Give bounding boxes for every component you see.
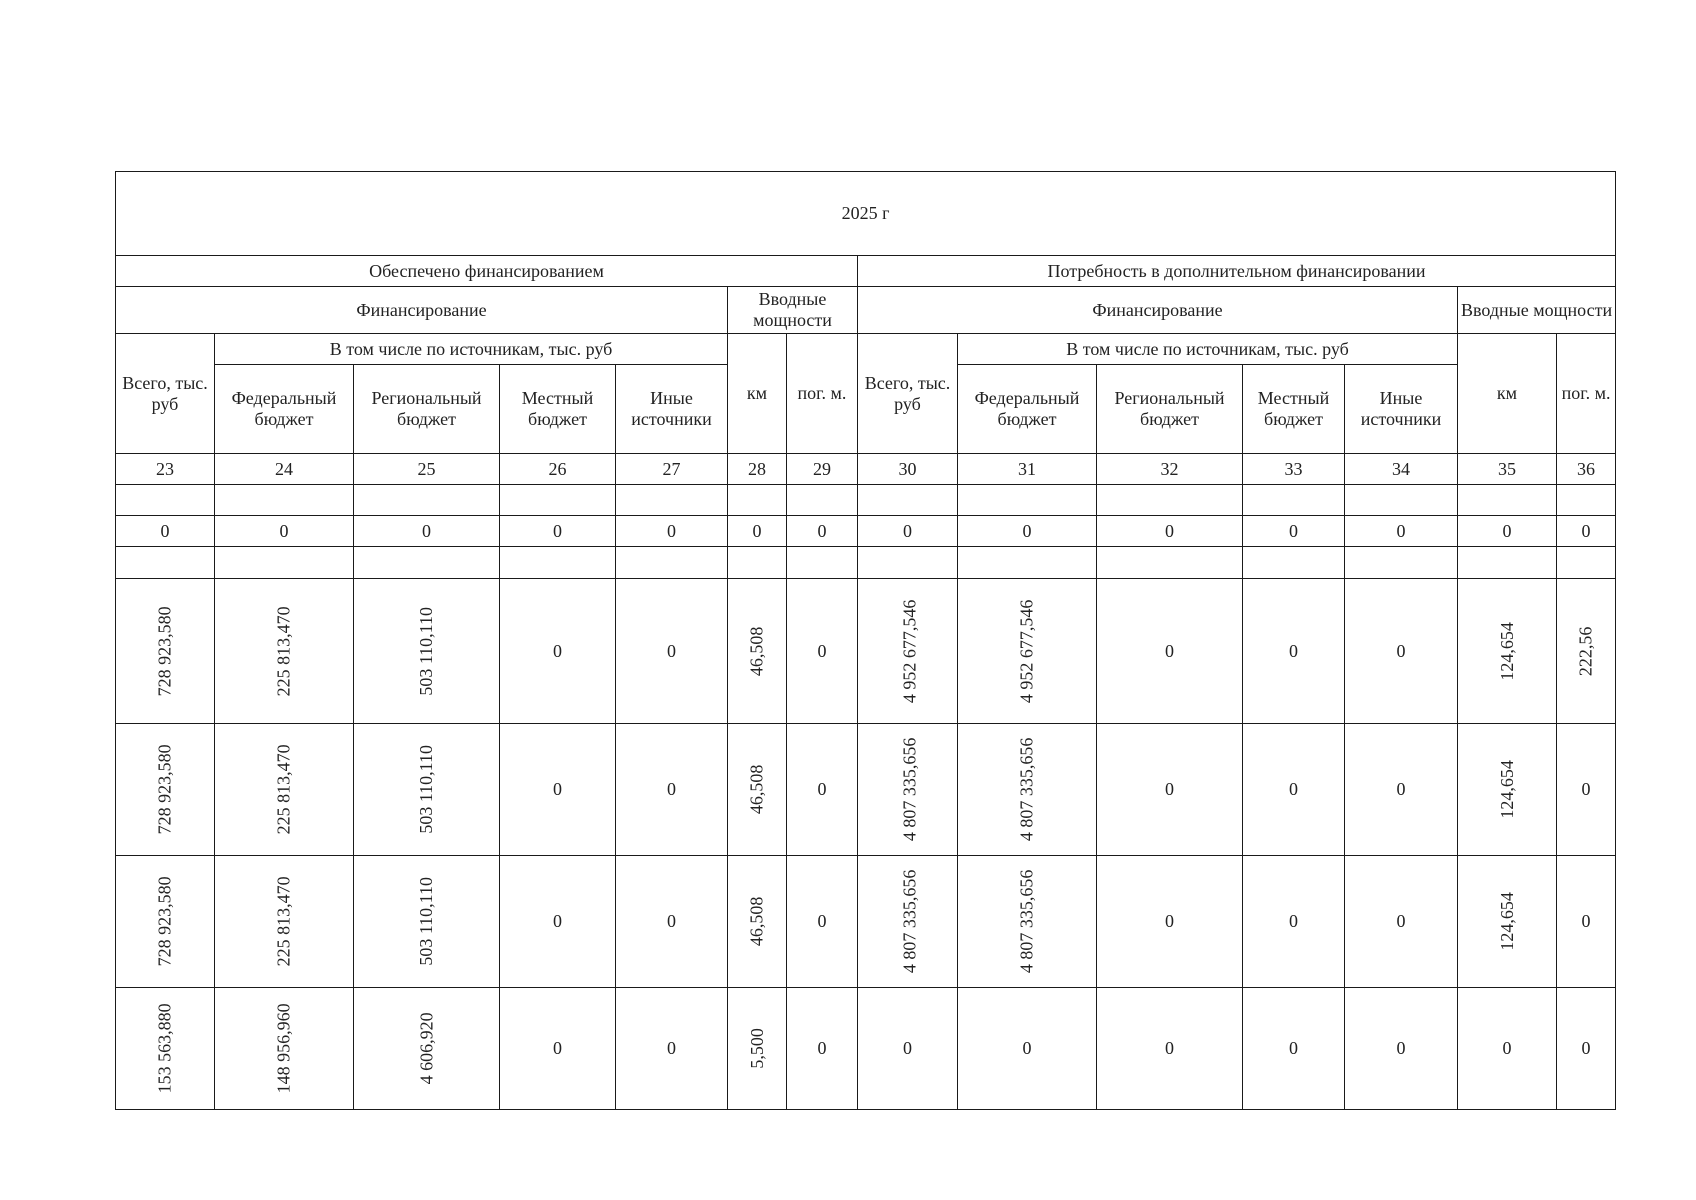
table-cell <box>500 516 616 547</box>
table-cell <box>215 988 354 1110</box>
table-row <box>116 856 1616 988</box>
table-cell <box>215 516 354 547</box>
table-cell <box>354 547 500 579</box>
cell-value: 0 <box>422 520 431 541</box>
column-number: 30 <box>858 454 958 485</box>
table-cell <box>1097 856 1243 988</box>
table-cell <box>787 988 858 1110</box>
cell-value: 0 <box>553 779 562 800</box>
table-cell <box>116 516 215 547</box>
table-row <box>116 724 1616 856</box>
table-cell <box>1458 516 1557 547</box>
table-cell <box>1243 856 1345 988</box>
table-cell <box>354 988 500 1110</box>
table-cell <box>116 724 215 856</box>
table-cell <box>728 579 787 724</box>
table-cell <box>728 516 787 547</box>
capacity-header: Вводные мощности <box>1458 287 1616 334</box>
table-cell <box>500 856 616 988</box>
cell-value: 728 923,580 <box>154 876 175 967</box>
table-cell <box>500 579 616 724</box>
cell-value: 0 <box>817 520 827 541</box>
column-number: 28 <box>728 454 787 485</box>
cell-value: 0 <box>1289 520 1298 541</box>
cell-value: 0 <box>1581 911 1591 932</box>
cell-value: 0 <box>1165 520 1174 541</box>
cell-value: 0 <box>1396 520 1406 541</box>
cell-value: 0 <box>1289 911 1298 932</box>
cell-value: 4 952 677,546 <box>1016 599 1037 703</box>
table-cell <box>116 988 215 1110</box>
cell-value: 0 <box>903 520 912 541</box>
cell-value: 46,508 <box>746 626 767 676</box>
table-cell <box>728 485 787 516</box>
column-header-federal: Федеральный бюджет <box>215 365 354 454</box>
capacity-header: Вводные мощности <box>728 287 858 334</box>
column-number: 33 <box>1243 454 1345 485</box>
table-cell <box>215 724 354 856</box>
table-cell <box>500 485 616 516</box>
table-cell <box>1557 724 1616 856</box>
column-header-local: Местный бюджет <box>1243 365 1345 454</box>
cell-value: 0 <box>817 911 827 932</box>
cell-value: 0 <box>1396 911 1406 932</box>
column-header-regional: Региональный бюджет <box>1097 365 1243 454</box>
cell-value: 0 <box>279 520 289 541</box>
table-cell <box>1458 724 1557 856</box>
cell-value: 222,56 <box>1575 626 1596 676</box>
cell-value: 124,654 <box>1496 760 1517 819</box>
table-cell <box>1458 988 1557 1110</box>
cell-value: 4 606,920 <box>416 1012 437 1085</box>
table-cell <box>500 988 616 1110</box>
cell-value: 0 <box>1289 779 1298 800</box>
cell-value: 0 <box>1022 520 1032 541</box>
table-cell <box>1557 516 1616 547</box>
table-cell <box>616 856 728 988</box>
table-row <box>116 516 1616 547</box>
cell-value: 4 807 335,656 <box>1016 869 1037 974</box>
cell-value: 0 <box>817 779 827 800</box>
column-number: 29 <box>787 454 858 485</box>
column-number: 24 <box>215 454 354 485</box>
column-number: 26 <box>500 454 616 485</box>
column-header-km: км <box>728 334 787 454</box>
table-cell <box>1345 485 1458 516</box>
table-row <box>116 485 1616 516</box>
table-cell <box>787 516 858 547</box>
table-cell <box>1243 579 1345 724</box>
table-cell <box>500 724 616 856</box>
cell-value: 0 <box>553 640 562 661</box>
cell-value: 0 <box>553 911 562 932</box>
column-number: 36 <box>1557 454 1616 485</box>
cell-value: 124,654 <box>1496 892 1517 951</box>
column-header-pog-m: пог. м. <box>1557 334 1616 454</box>
table-cell <box>116 485 215 516</box>
cell-value: 0 <box>1502 1038 1512 1059</box>
table-cell <box>958 579 1097 724</box>
table-cell <box>728 856 787 988</box>
cell-value: 503 110,110 <box>416 745 437 834</box>
column-number-row <box>116 454 1616 485</box>
cell-value: 0 <box>1165 911 1174 932</box>
table-cell <box>1458 485 1557 516</box>
table-cell <box>1243 724 1345 856</box>
cell-value: 0 <box>1165 1038 1174 1059</box>
table-cell <box>1458 579 1557 724</box>
column-number: 32 <box>1097 454 1243 485</box>
table-cell <box>354 856 500 988</box>
financing-header: Финансирование <box>858 287 1458 334</box>
cell-value: 225 813,470 <box>273 744 294 835</box>
cell-value: 0 <box>160 520 170 541</box>
financing-table <box>115 171 1616 1110</box>
cell-value: 225 813,470 <box>273 876 294 967</box>
table-cell <box>787 856 858 988</box>
table-cell <box>616 724 728 856</box>
table-cell <box>858 485 958 516</box>
table-cell <box>616 516 728 547</box>
table-cell <box>1097 724 1243 856</box>
cell-value: 728 923,580 <box>154 606 175 696</box>
table-cell <box>958 547 1097 579</box>
cell-value: 728 923,580 <box>154 744 175 835</box>
group-header-provided: Обеспечено финансированием <box>116 256 858 287</box>
group-header-additional: Потребность в дополнительном финансировании <box>858 256 1616 287</box>
cell-value: 0 <box>1396 779 1406 800</box>
table-cell <box>354 516 500 547</box>
column-number: 31 <box>958 454 1097 485</box>
table-cell <box>1345 988 1458 1110</box>
table-cell <box>215 485 354 516</box>
table-cell <box>116 856 215 988</box>
cell-value: 0 <box>1289 1038 1298 1059</box>
cell-value: 0 <box>1022 1038 1032 1059</box>
cell-value: 0 <box>1165 779 1174 800</box>
column-header-local: Местный бюджет <box>500 365 616 454</box>
cell-value: 5,500 <box>746 1028 767 1069</box>
cell-value: 124,654 <box>1496 621 1517 681</box>
column-number: 35 <box>1458 454 1557 485</box>
table-cell <box>1097 485 1243 516</box>
cell-value: 0 <box>817 640 827 661</box>
cell-value: 46,508 <box>746 764 767 815</box>
table-cell <box>858 547 958 579</box>
table-cell <box>215 579 354 724</box>
cell-value: 0 <box>667 911 676 932</box>
table-cell <box>787 485 858 516</box>
table-cell <box>616 579 728 724</box>
cell-value: 0 <box>817 1038 827 1059</box>
table-row <box>116 579 1616 724</box>
table-cell <box>1243 516 1345 547</box>
cell-value: 0 <box>1165 640 1174 661</box>
table-cell <box>858 724 958 856</box>
cell-value: 153 563,880 <box>154 1003 175 1094</box>
table-cell <box>116 547 215 579</box>
cell-value: 0 <box>1581 779 1591 800</box>
table-cell <box>787 724 858 856</box>
cell-value: 0 <box>1289 640 1298 661</box>
table-cell <box>1557 547 1616 579</box>
table-cell <box>1243 547 1345 579</box>
cell-value: 0 <box>1502 520 1512 541</box>
table-cell <box>1345 856 1458 988</box>
table-cell <box>1345 547 1458 579</box>
table-cell <box>787 547 858 579</box>
financing-header: Финансирование <box>116 287 728 334</box>
table-cell <box>858 988 958 1110</box>
table-cell <box>858 856 958 988</box>
cell-value: 4 807 335,656 <box>899 869 920 974</box>
table-cell <box>354 579 500 724</box>
cell-value: 0 <box>1396 1038 1406 1059</box>
by-sources-header: В том числе по источникам, тыс. руб <box>215 334 728 365</box>
table-row <box>116 547 1616 579</box>
cell-value: 0 <box>553 520 562 541</box>
cell-value: 0 <box>667 1038 676 1059</box>
table-cell <box>1458 856 1557 988</box>
column-number: 23 <box>116 454 215 485</box>
table-row <box>116 988 1616 1110</box>
table-cell <box>1557 988 1616 1110</box>
column-header-km: км <box>1458 334 1557 454</box>
column-header-total: Всего, тыс. руб <box>116 334 215 454</box>
cell-value: 503 110,110 <box>416 877 437 966</box>
table-cell <box>1097 988 1243 1110</box>
column-header-federal: Федеральный бюджет <box>958 365 1097 454</box>
column-header-pog-m: пог. м. <box>787 334 858 454</box>
table-cell <box>354 724 500 856</box>
cell-value: 225 813,470 <box>273 606 294 696</box>
table-cell <box>1243 988 1345 1110</box>
column-header-total: Всего, тыс. руб <box>858 334 958 454</box>
table-cell <box>1345 724 1458 856</box>
cell-value: 4 952 677,546 <box>899 599 920 703</box>
table-cell <box>958 988 1097 1110</box>
table-cell <box>1345 579 1458 724</box>
cell-value: 0 <box>667 779 676 800</box>
column-header-other: Иные источники <box>616 365 728 454</box>
cell-value: 0 <box>752 520 762 541</box>
cell-value: 0 <box>553 1038 562 1059</box>
cell-value: 0 <box>1396 640 1406 661</box>
cell-value: 0 <box>903 1038 912 1059</box>
table-cell <box>354 485 500 516</box>
table-cell <box>215 547 354 579</box>
cell-value: 0 <box>1581 1038 1591 1059</box>
table-cell <box>616 547 728 579</box>
table-cell <box>787 579 858 724</box>
cell-value: 4 807 335,656 <box>899 737 920 842</box>
table-cell <box>958 516 1097 547</box>
table-cell <box>1097 516 1243 547</box>
by-sources-header: В том числе по источникам, тыс. руб <box>958 334 1458 365</box>
column-header-other: Иные источники <box>1345 365 1458 454</box>
table-cell <box>616 988 728 1110</box>
cell-value: 0 <box>1581 520 1591 541</box>
table-cell <box>1097 579 1243 724</box>
table-cell <box>616 485 728 516</box>
cell-value: 4 807 335,656 <box>1016 737 1037 842</box>
table-cell <box>1557 485 1616 516</box>
table-cell <box>215 856 354 988</box>
table-cell <box>1557 579 1616 724</box>
table-cell <box>958 856 1097 988</box>
table-cell <box>1458 547 1557 579</box>
table-cell <box>858 579 958 724</box>
table-cell <box>728 724 787 856</box>
table-cell <box>728 988 787 1110</box>
cell-value: 0 <box>667 520 676 541</box>
table-cell <box>728 547 787 579</box>
year-title: 2025 г <box>116 172 1616 256</box>
table-cell <box>958 724 1097 856</box>
cell-value: 148 956,960 <box>273 1003 294 1094</box>
column-number: 27 <box>616 454 728 485</box>
cell-value: 0 <box>667 640 676 661</box>
table-cell <box>1097 547 1243 579</box>
table-cell <box>858 516 958 547</box>
table-cell <box>1557 856 1616 988</box>
column-number: 34 <box>1345 454 1458 485</box>
cell-value: 46,508 <box>746 896 767 947</box>
table-cell <box>500 547 616 579</box>
table-cell <box>958 485 1097 516</box>
table-cell <box>1243 485 1345 516</box>
table-cell <box>116 579 215 724</box>
column-number: 25 <box>354 454 500 485</box>
column-header-regional: Региональный бюджет <box>354 365 500 454</box>
table-cell <box>1345 516 1458 547</box>
cell-value: 503 110,110 <box>416 606 437 696</box>
